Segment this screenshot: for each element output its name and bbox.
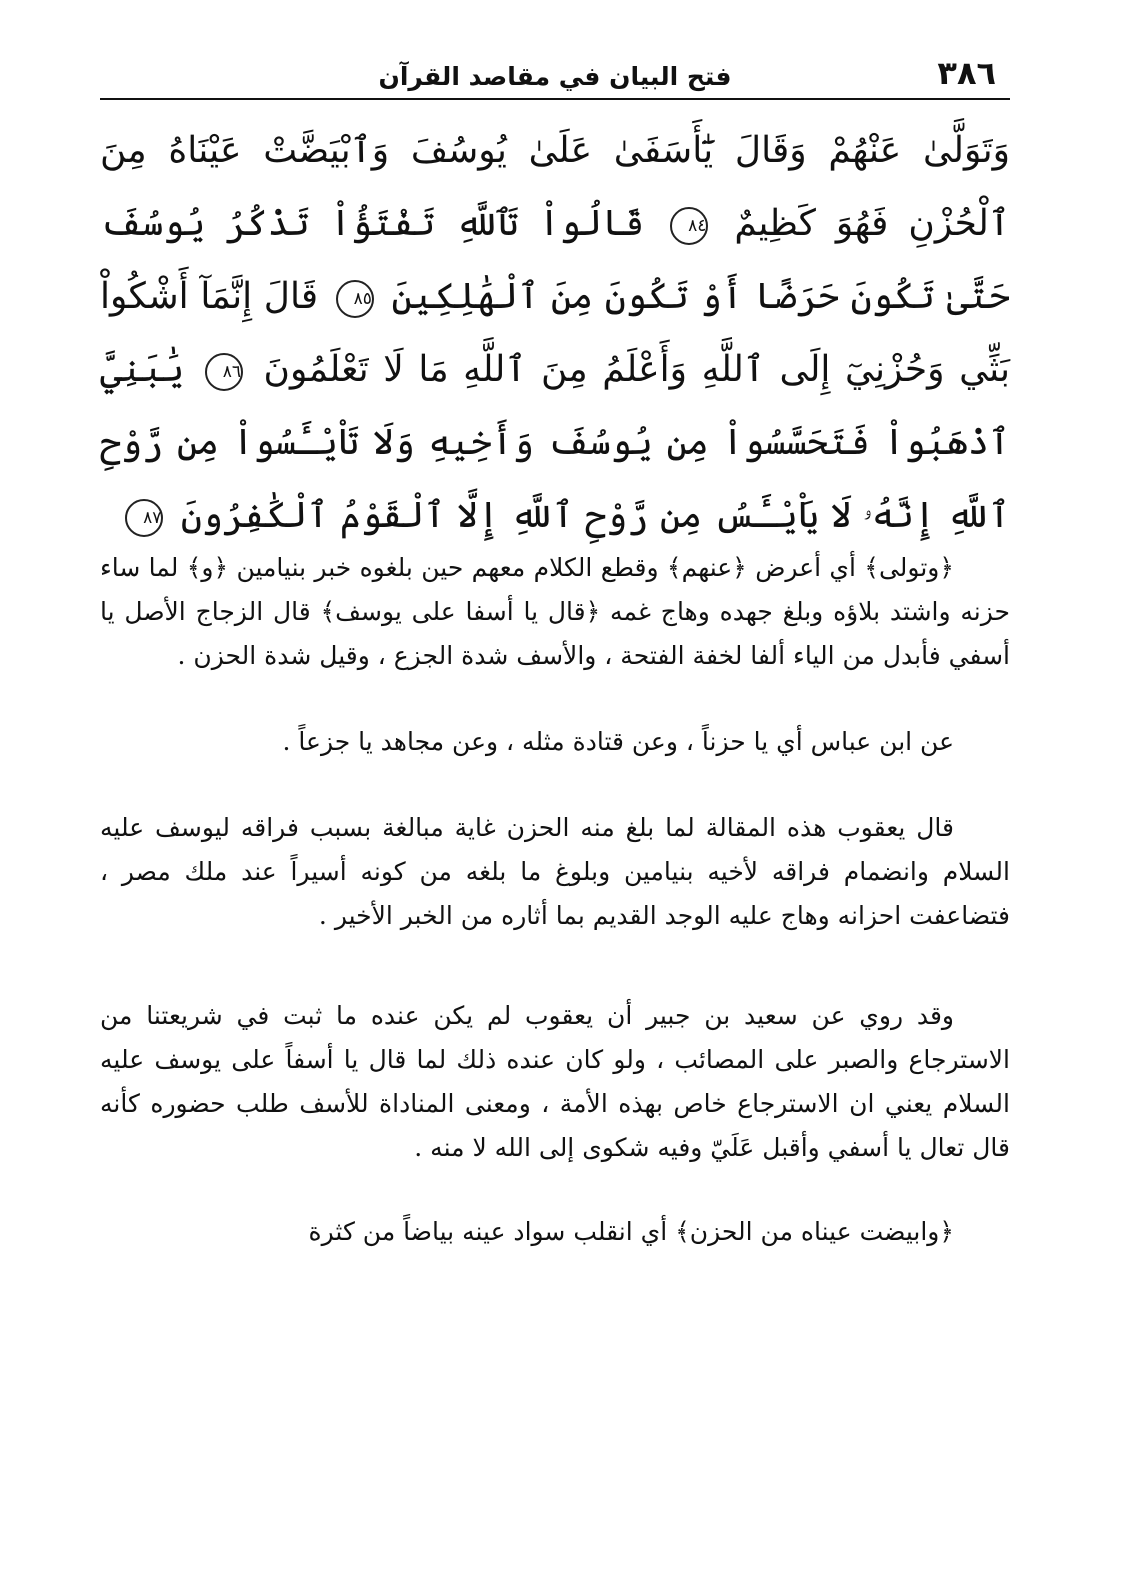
quran-verses (100, 114, 1010, 552)
commentary-paragraph-1: ﴿وتولى﴾ أي أعرض ﴿عنهم﴾ وقطع الكلام معهم حين بلغوه خبر بنيامين ﴿و﴾ لما ساء حزنه واشتد بلاؤه وبلغ جهده وهاج غمه ﴿قال يا أسفا على يوسف﴾ قال الزجاج الأصل يا أسفي فأبدل من الياء ألفا لخفة الفتحة ، والأسف شدة الجزع ، وقيل شدة الحزن . (100, 553, 1010, 670)
running-title: فتح البيان في مقاصد القرآن (378, 62, 732, 91)
verse-87-text: يَٰبَنِيَّ ٱذْهَبُواْ فَتَحَسَّسُواْ مِن يُوسُفَ وَأَخِيهِ وَلَا تَاْيْـَٔسُواْ مِن رَّوْحِ ٱللَّهِ إِنَّهُۥ لَا يَاْيْـَٔسُ مِن رَّوْحِ ٱللَّهِ إِلَّا ٱلْقَوْمُ ٱلْكَٰفِرُونَ (100, 349, 1010, 536)
commentary-paragraph-3: قال يعقوب هذه المقالة لما بلغ منه الحزن غاية مبالغة بسبب فراقه ليوسف عليه السلام وانضمام فراقه لأخيه بنيامين وبلوغ ما بلغه من كونه أسيراً عند ملك مصر ، فتضاعفت احزانه وهاج عليه الوجد القديم بما أثاره من الخبر الأخير . (100, 813, 1010, 930)
verse-84-text: وَتَوَلَّىٰ عَنْهُمْ وَقَالَ يَٰٓأَسَفَىٰ عَلَىٰ يُوسُفَ وَٱبْيَضَّتْ عَيْنَاهُ مِنَ ٱلْحُزْنِ فَهُوَ كَظِيمٌ (100, 130, 1010, 244)
page-header (100, 40, 1010, 100)
commentary-paragraph-4: وقد روي عن سعيد بن جبير أن يعقوب لم يكن عنده ما ثبت في شريعتنا من الاسترجاع والصبر على المصائب ، ولو كان عنده ذلك لما قال يا أسفاً على يوسف عليه السلام يعني ان الاسترجاع خاص بهذه الأمة ، ومعنى المناداة للأسف طلب حضوره كأنه قال تعال يا أسفي وأقبل عَلَيّ وفيه شكوى إلى الله لا منه . (100, 1001, 1010, 1162)
page-number: ٣٨٦ (937, 54, 996, 92)
book-page (100, 40, 1010, 1540)
ayah-marker-84: ٨٤ (670, 207, 708, 245)
ayah-marker-87: ٨٧ (125, 499, 163, 537)
commentary-paragraph-2: عن ابن عباس أي يا حزناً ، وعن قتادة مثله ، وعن مجاهد يا جزعاً . (282, 727, 954, 756)
verse-85-text: قَالُواْ تَٱللَّهِ تَفْتَؤُاْ تَذْكُرُ يُوسُفَ حَتَّىٰ تَكُونَ حَرَضًا أَوْ تَكُونَ مِنَ ٱلْهَٰلِكِينَ (100, 203, 1011, 317)
verse-86-text: قَالَ إِنَّمَآ أَشْكُواْ بَثِّي وَحُزْنِيٓ إِلَى ٱللَّهِ وَأَعْلَمُ مِنَ ٱللَّهِ مَا لَا تَعْلَمُونَ (100, 276, 1010, 390)
ayah-marker-86: ٨٦ (205, 353, 243, 391)
commentary-paragraph-5: ﴿وابيضت عيناه من الحزن﴾ أي انقلب سواد عينه بياضاً من كثرة (308, 1217, 954, 1246)
commentary (100, 546, 1010, 1254)
ayah-marker-85: ٨٥ (336, 280, 374, 318)
